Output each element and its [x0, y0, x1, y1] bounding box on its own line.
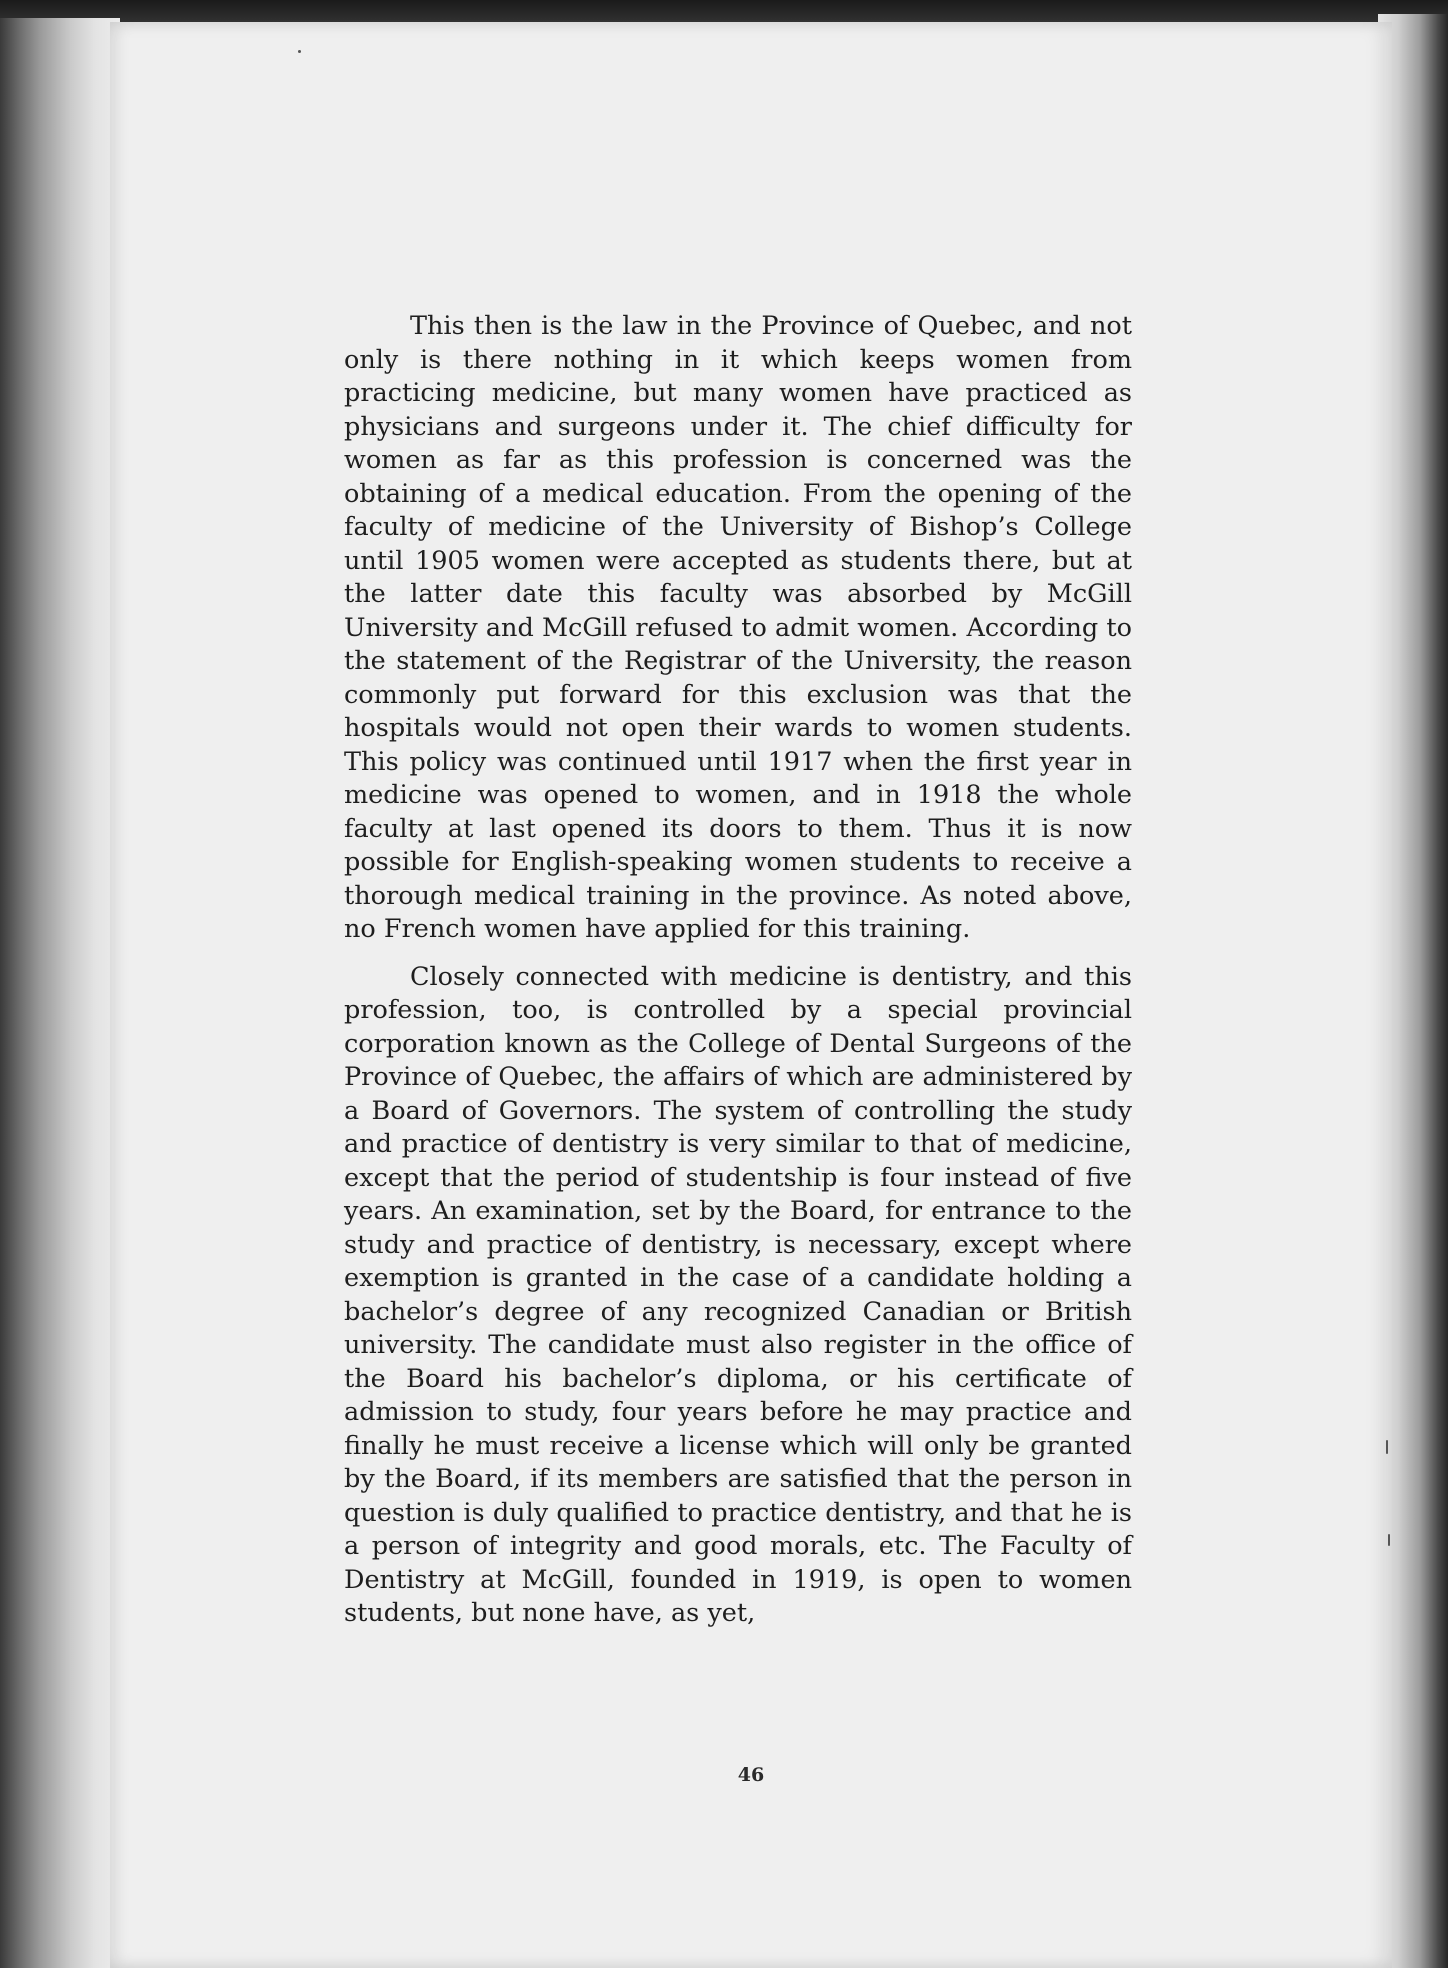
scan-top-border [0, 0, 1448, 24]
book-left-edge [0, 18, 120, 1968]
scan-speck [1388, 1534, 1390, 1546]
book-page [110, 22, 1392, 1968]
paragraph-medicine: This then is the law in the Province of Quebec, and not only is there nothing in it which keeps women from practicing medicine, but many women have practiced as physicians and surgeons under it. The chief difficulty for women as far as this profession is concerned was the obtaining of a medical education. From the opening of the faculty of medicine of the University of Bishop’s College until 1905 women were accepted as students there, but at the latter date this faculty was absorbed by McGill University and McGill refused to admit women. According to the statement of the Registrar of the University, the reason commonly put forward for this exclusion was that the hospitals would not open their wards to women students. This policy was continued until 1917 when the first year in medicine was opened to women, and in 1918 the whole faculty at last opened its doors to them. Thus it is now possible for English-speaking women students to receive a thorough medical training in the province. As noted above, no French women have applied for this training. [344, 311, 1132, 944]
page-number: 46 [737, 1764, 765, 1786]
body-text [344, 310, 1132, 1631]
scan-speck [298, 50, 301, 53]
paragraph-dentistry: Closely connected with medicine is dentistry, and this profession, too, is controlled by a special provincial corporation known as the College of Dental Surgeons of the Province of Quebec, the affairs of which are administered by a Board of Governors. The system of controlling the study and practice of dentistry is very similar to that of medicine, except that the period of studentship is four instead of five years. An examination, set by the Board, for entrance to the study and practice of dentistry, is necessary, except where exemption is granted in the case of a candidate holding a bachelor’s degree of any recognized Canadian or British university. The candidate must also register in the office of the Board his bachelor’s diploma, or his certificate of admission to study, four years before he may practice and finally he must receive a license which will only be granted by the Board, if its members are satisfied that the person in question is duly qualified to practice dentistry, and that he is a person of integrity and good morals, etc. The Faculty of Dentistry at McGill, founded in 1919, is open to women students, but none have, as yet, [344, 961, 1132, 1628]
scan-speck [1386, 1440, 1388, 1454]
